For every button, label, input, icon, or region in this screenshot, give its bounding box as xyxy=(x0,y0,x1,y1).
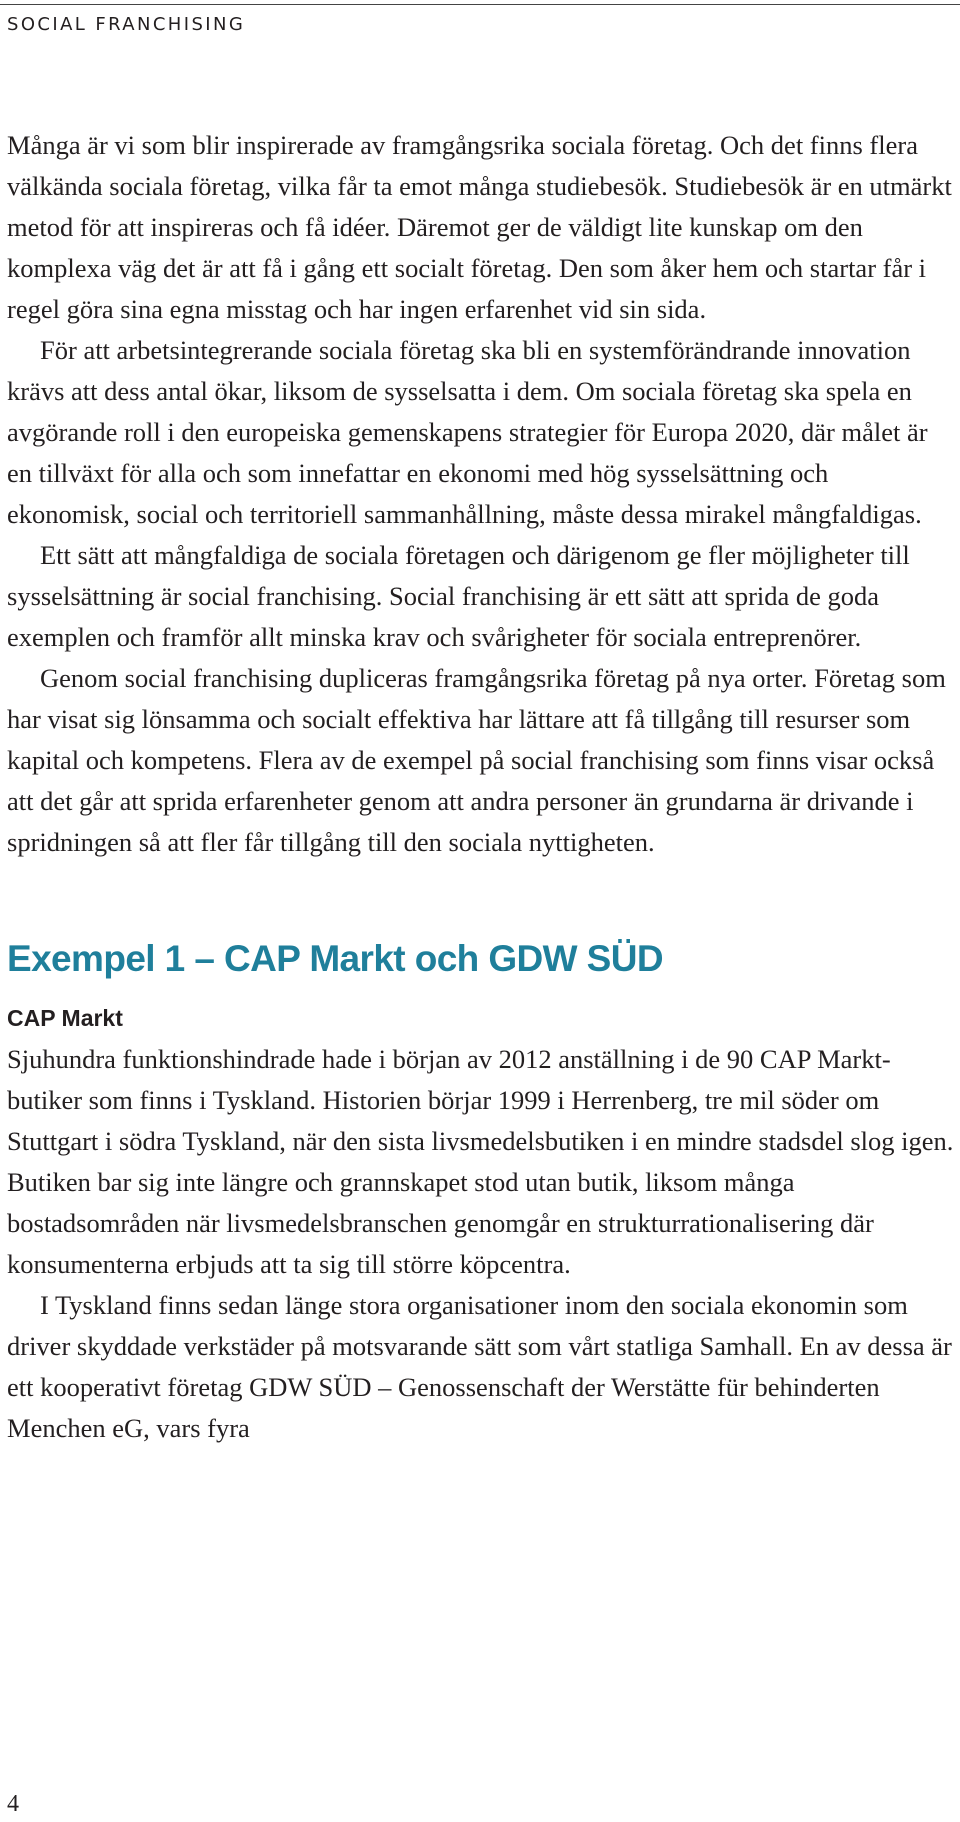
intro-paragraph-4: Genom social franchising dupliceras framgångsrika företag på nya orter. Företag som har visat sig lönsamma och socialt effektiva har lättare att få tillgång till resurser som kapital och kompetens. Flera av de exempel på social franchising som finns visar också att det går att sprida erfarenheter genom att andra personer än grundarna är drivande i spridningen så att fler får tillgång till den sociala nyttigheten. xyxy=(7,663,946,857)
intro-paragraph-1: Många är vi som blir inspirerade av framgångsrika sociala företag. Och det finns flera välkända sociala företag, vilka får ta emot många studiebesök. Studiebesök är en utmärkt metod för att inspireras och få idéer. Däremot ger de väldigt lite kunskap om den komplexa väg det är att få i gång ett socialt företag. Den som åker hem och startar får i regel göra sina egna misstag och har ingen erfarenhet vid sin sida. xyxy=(7,130,952,324)
section-heading: Exempel 1 – CAP Markt och GDW SÜD xyxy=(7,938,663,979)
page-content xyxy=(7,125,957,1449)
section-paragraph-2: I Tyskland finns sedan länge stora organisationer inom den sociala ekonomin som driver skyddade verkstäder på motsvarande sätt som vårt statliga Samhall. En av dessa är ett kooperativt företag GDW SÜD – Genossenschaft der Werstätte für behinderten Menchen eG, vars fyra xyxy=(7,1290,952,1443)
page-number: 4 xyxy=(7,1791,19,1817)
section-paragraph-1: Sjuhundra funktionshindrade hade i början av 2012 anställning i de 90 CAP Markt-butiker som finns i Tyskland. Historien börjar 1999 i Herrenberg, tre mil söder om Stuttgart i södra Tyskland, när den sista livsmedelsbutiken i en mindre stadsdel slog igen. Butiken bar sig inte längre och grannskapet stod utan butik, liksom många bostadsområden när livsmedelsbranschen genomgår en strukturrationalisering där konsumenterna erbjuds att ta sig till större köpcentra. xyxy=(7,1044,954,1279)
page-header xyxy=(0,0,960,44)
header-rule xyxy=(0,4,960,5)
intro-paragraph-2: För att arbetsintegrerande sociala företag ska bli en systemförändrande innovation krävs att dess antal ökar, liksom de sysselsatta i dem. Om sociala företag ska spela en avgörande roll i den europeiska gemenskapens strategier för Europa 2020, där målet är en tillväxt för alla och som innefattar en ekonomi med hög sysselsättning och ekonomisk, social och territoriell sammanhållning, måste dessa mirakel mångfaldigas. xyxy=(7,335,928,529)
section-subheading: CAP Markt xyxy=(7,1005,123,1031)
running-head: SOCIAL FRANCHISING xyxy=(7,14,246,35)
intro-paragraph-3: Ett sätt att mångfaldiga de sociala företagen och därigenom ge fler möjligheter till sysselsättning är social franchising. Social franchising är ett sätt att sprida de goda exemplen och framför allt minska krav och svårigheter för sociala entreprenörer. xyxy=(7,540,910,652)
